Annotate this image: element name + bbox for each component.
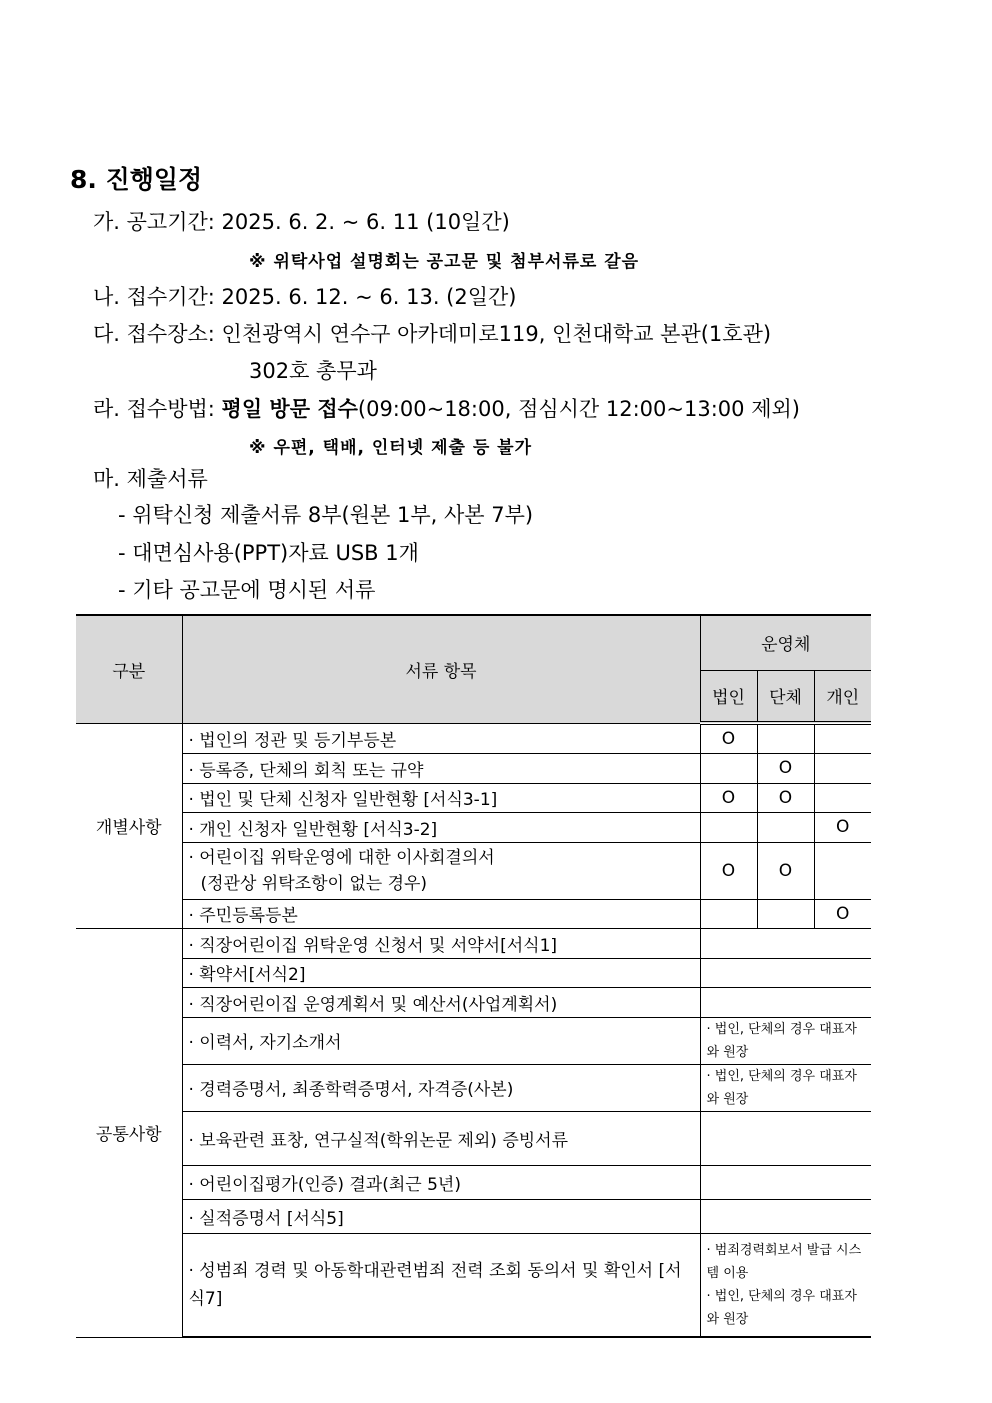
item-cell: · 법인의 정관 및 등기부등본 <box>182 723 700 753</box>
item-cell: · 경력증명서, 최종학력증명서, 자격증(사본) <box>182 1064 700 1111</box>
table-row <box>76 1017 871 1064</box>
category-individual: 개별사항 <box>76 723 182 928</box>
briefing-note: ※ 위탁사업 설명회는 공고문 및 첨부서류로 갈음 <box>249 252 640 272</box>
item-cell <box>182 842 700 899</box>
table-row <box>76 812 871 842</box>
receipt-place-label: 다. 접수장소: <box>93 322 215 346</box>
header-item: 서류 항목 <box>182 615 700 723</box>
item-cell: · 보육관련 표창, 연구실적(학위논문 제외) 증빙서류 <box>182 1111 700 1165</box>
table-row <box>76 783 871 812</box>
header-corp: 법인 <box>700 670 757 723</box>
period-receipt-label: 나. 접수기간: <box>93 285 215 309</box>
period-announce-label: 가. 공고기간: <box>93 210 215 234</box>
documents-list-item: - 대면심사용(PPT)자료 USB 1개 <box>118 541 419 565</box>
note-cell <box>700 928 871 958</box>
note-cell <box>700 1111 871 1165</box>
mark-group <box>757 723 814 753</box>
note-cell <box>700 1165 871 1199</box>
item-cell: · 실적증명서 [서식5] <box>182 1199 700 1233</box>
period-receipt-value: 2025. 6. 12. ~ 6. 13. (2일간) <box>221 285 517 309</box>
table-row <box>76 928 871 958</box>
header-group: 단체 <box>757 670 814 723</box>
documents-heading: 마. 제출서류 <box>93 467 208 491</box>
item-cell: · 법인 및 단체 신청자 일반현황 [서식3-1] <box>182 783 700 812</box>
receipt-method <box>93 393 800 423</box>
table-row <box>76 753 871 783</box>
table-row <box>76 1064 871 1111</box>
mark-group: O <box>757 842 814 899</box>
receipt-method-rest: (09:00~18:00, 점심시간 12:00~13:00 제외) <box>357 397 800 421</box>
table-row <box>76 1199 871 1233</box>
mark-group: O <box>757 783 814 812</box>
note-cell <box>700 987 871 1017</box>
table-row <box>76 1111 871 1165</box>
table-row <box>76 1165 871 1199</box>
table-row <box>76 723 871 753</box>
item-cell: · 확약서[서식2] <box>182 958 700 987</box>
receipt-method-label: 라. 접수방법: <box>93 397 215 421</box>
mark-group <box>757 812 814 842</box>
delivery-note: ※ 우편, 택배, 인터넷 제출 등 불가 <box>249 438 533 458</box>
mark-corp <box>700 899 757 928</box>
note-cell: · 법인, 단체의 경우 대표자와 원장 <box>700 1017 871 1064</box>
table-row <box>76 1233 871 1337</box>
period-announce-value: 2025. 6. 2. ~ 6. 11 (10일간) <box>221 210 510 234</box>
note-cell: · 법인, 단체의 경우 대표자와 원장 <box>700 1064 871 1111</box>
table-row <box>76 842 871 899</box>
item-cell: · 이력서, 자기소개서 <box>182 1017 700 1064</box>
item-cell: · 등록증, 단체의 회칙 또는 규약 <box>182 753 700 783</box>
note-line: · 법인, 단체의 경우 대표자와 원장 <box>706 1288 857 1327</box>
receipt-place-value: 인천광역시 연수구 아카데미로119, 인천대학교 본관(1호관) <box>221 322 772 346</box>
period-announce <box>93 206 510 236</box>
note-line: · 범죄경력회보서 발급 시스템 이용 <box>706 1242 862 1281</box>
note-cell <box>700 1233 871 1337</box>
receipt-place-value-cont: 302호 총무과 <box>249 359 377 383</box>
header-category: 구분 <box>76 615 182 723</box>
note-cell <box>700 958 871 987</box>
mark-corp <box>700 753 757 783</box>
item-line: (정관상 위탁조항이 없는 경우) <box>200 873 428 894</box>
header-operator: 운영체 <box>700 615 871 670</box>
mark-individual <box>814 723 871 753</box>
period-receipt <box>93 281 517 311</box>
mark-individual: O <box>814 812 871 842</box>
item-cell: · 개인 신청자 일반현황 [서식3-2] <box>182 812 700 842</box>
item-cell: · 직장어린이집 운영계획서 및 예산서(사업계획서) <box>182 987 700 1017</box>
mark-corp: O <box>700 842 757 899</box>
documents-list-item: - 위탁신청 제출서류 8부(원본 1부, 사본 7부) <box>118 503 534 527</box>
header-individual: 개인 <box>814 670 871 723</box>
mark-group: O <box>757 753 814 783</box>
section-title: 8. 진행일정 <box>70 165 203 194</box>
receipt-method-bold: 평일 방문 접수 <box>221 397 358 421</box>
table-row <box>76 899 871 928</box>
mark-corp: O <box>700 783 757 812</box>
table-row <box>76 987 871 1017</box>
item-line: · 어린이집 위탁운영에 대한 이사회결의서 <box>188 847 495 868</box>
documents-list-item: - 기타 공고문에 명시된 서류 <box>118 578 376 602</box>
mark-individual <box>814 753 871 783</box>
item-cell: · 성범죄 경력 및 아동학대관련범죄 전력 조회 동의서 및 확인서 [서식7] <box>182 1233 700 1337</box>
mark-corp <box>700 812 757 842</box>
note-cell <box>700 1199 871 1233</box>
mark-group <box>757 899 814 928</box>
category-common: 공통사항 <box>76 928 182 1337</box>
mark-corp: O <box>700 723 757 753</box>
item-cell: · 어린이집평가(인증) 결과(최근 5년) <box>182 1165 700 1199</box>
receipt-place <box>93 318 771 348</box>
documents-table <box>76 614 871 1338</box>
item-cell: · 직장어린이집 위탁운영 신청서 및 서약서[서식1] <box>182 928 700 958</box>
table-row <box>76 958 871 987</box>
mark-individual: O <box>814 899 871 928</box>
item-cell: · 주민등록등본 <box>182 899 700 928</box>
mark-individual <box>814 783 871 812</box>
mark-individual <box>814 842 871 899</box>
